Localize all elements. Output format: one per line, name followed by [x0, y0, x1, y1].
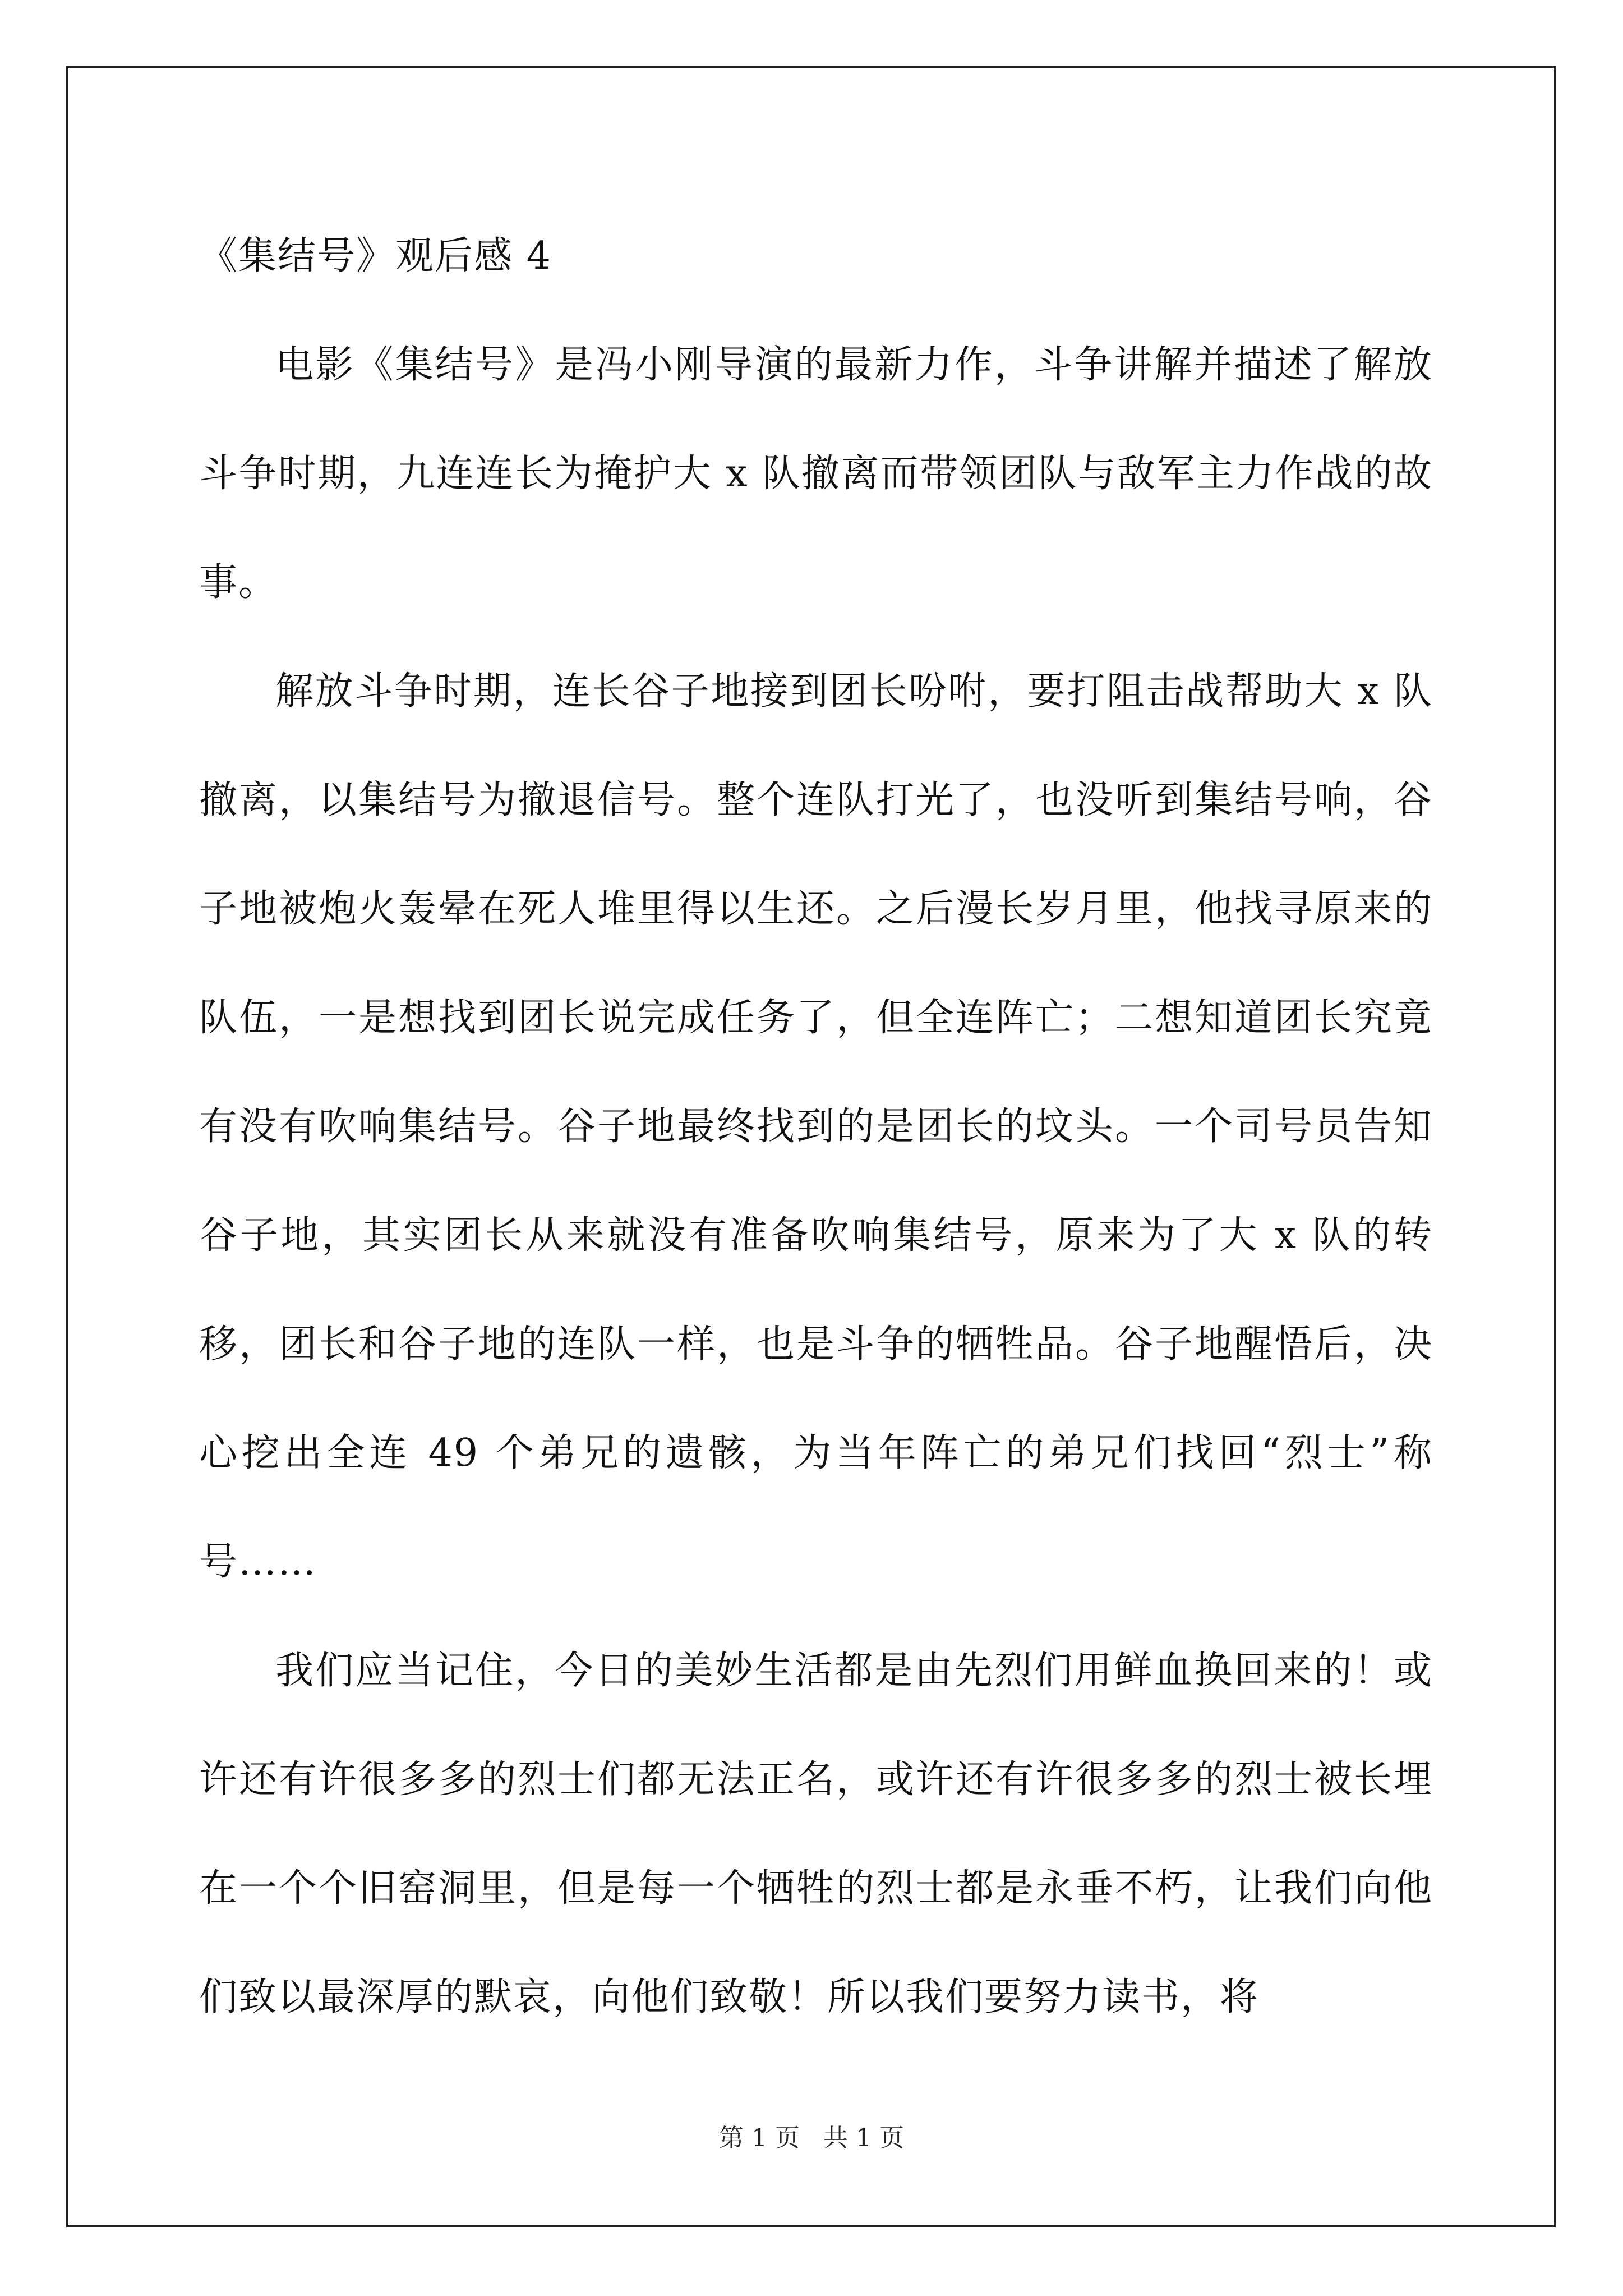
page-footer [0, 2122, 1623, 2155]
paragraph-3: 我们应当记住，今日的美妙生活都是由先烈们用鲜血换回来的！或许还有许很多多的烈士们都无法正名，或许还有许很多多的烈士被长埋在一个个旧窑洞里，但是每一个牺牲的烈士都是永垂不朽，让我们向他们致以最深厚的默哀，向他们致敬！所以我们要努力读书，将 [199, 1649, 1433, 2019]
document-title: 《集结号》观后感 4 [199, 234, 552, 278]
paragraph-1: 电影《集结号》是冯小刚导演的最新力作，斗争讲解并描述了解放斗争时期，九连连长为掩护大 x 队撤离而带领团队与敌军主力作战的故事。 [199, 343, 1433, 605]
page-number: 第 1 页 [719, 2124, 800, 2152]
document-body [199, 202, 1433, 2052]
footer-spacer [800, 2124, 823, 2152]
paragraph-2: 解放斗争时期，连长谷子地接到团长吩咐，要打阻击战帮助大 x 队撤离，以集结号为撤退信号。整个连队打光了，也没听到集结号响，谷子地被炮火轰晕在死人堆里得以生还。之后漫长岁月里，他找寻原来的队伍，一是想找到团长说完成任务了，但全连阵亡；二想知道团长究竟有没有吹响集结号。谷子地最终找到的是团长的坟头。一个司号员告知谷子地，其实团长从来就没有准备吹响集结号，原来为了大 x 队的转移，团长和谷子地的连队一样，也是斗争的牺牲品。谷子地醒悟后，决心挖出全连 49 个弟兄的遗骸，为当年阵亡的弟兄们找回“烈士”称号…… [199, 669, 1433, 1584]
page-total: 共 1 页 [823, 2124, 904, 2152]
